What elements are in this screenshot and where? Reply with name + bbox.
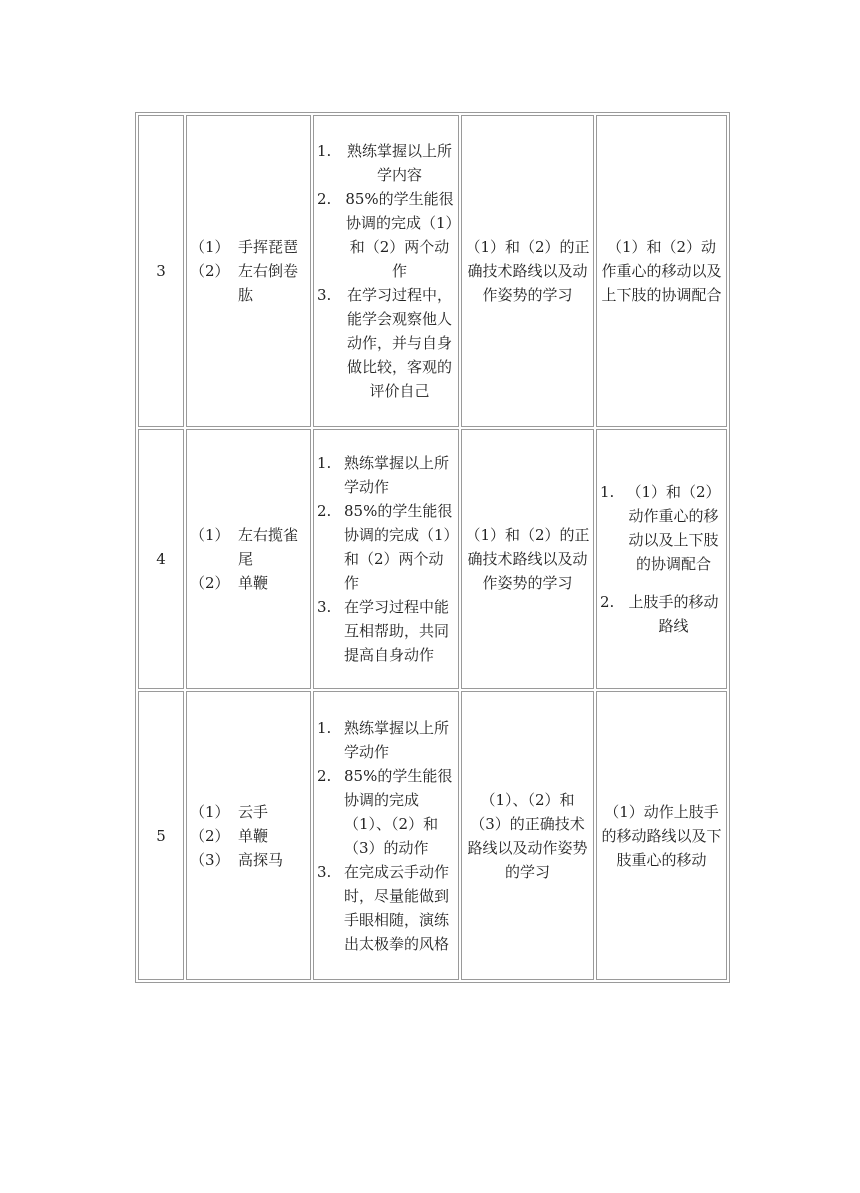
difficulty-number: 1. [600,483,615,501]
difficulty-text: （1）和（2）动作重心的移动以及上下肢的协调配合 [626,483,721,573]
goal-item [317,764,455,860]
move-names [186,115,311,427]
table-row [138,115,727,427]
goal-item [317,499,455,595]
goal-text: 熟练掌握以上所学内容 [346,142,452,184]
difficulty-text: （1）动作上肢手的移动路线以及下肢重心的移动 [601,802,722,869]
goal-item [317,716,455,764]
goal-text: 85%的学生能很协调的完成（1）、（2）和（3）的动作 [344,766,453,857]
goal-number: 1. [317,142,332,160]
goal-number: 3. [317,286,332,304]
key-point: （1）和（2）的正确技术路线以及动作姿势的学习 [461,115,594,427]
move-names [186,691,311,980]
goal-number: 2. [317,766,332,785]
goal-number: 3. [317,862,332,881]
lesson-number: 4 [138,429,184,689]
move-name: 手挥琵琶 [238,238,299,256]
goal-text: 熟练掌握以上所学动作 [344,718,450,761]
goal-number: 2. [317,190,332,208]
move-item [190,523,307,571]
move-name: 左右倒卷肱 [238,262,299,304]
lesson-number: 5 [138,691,184,980]
lesson-plan-table [135,112,730,983]
move-mark: （1） [190,802,230,821]
teaching-goals [313,429,459,689]
move-item [190,800,307,824]
table-row [138,429,727,689]
difficulty [596,115,727,427]
goal-text: 熟练掌握以上所学动作 [344,454,450,496]
goal-number: 3. [317,598,332,616]
move-item [190,824,307,848]
teaching-goals [313,691,459,980]
goal-item [317,139,455,187]
table-row [138,691,727,980]
goal-number: 1. [317,718,332,737]
difficulty [596,691,727,980]
goal-text: 85%的学生能很协调的完成（1）和（2）两个动作 [344,502,453,592]
difficulty-item [600,590,723,638]
goal-item [317,283,455,403]
move-mark: （1） [190,238,230,256]
difficulty-text: 上肢手的移动路线 [628,593,719,635]
move-item [190,571,307,595]
move-mark: （2） [190,574,230,592]
difficulty-item [600,480,723,576]
move-name: 单鞭 [238,826,269,845]
move-name: 左右揽雀尾 [238,526,299,568]
move-names [186,429,311,689]
goal-item [317,451,455,499]
goal-number: 2. [317,502,332,520]
move-item [190,259,307,307]
lesson-number: 3 [138,115,184,427]
move-mark: （3） [190,850,230,869]
goal-text: 85%的学生能很协调的完成（1）和（2）两个动作 [345,190,454,280]
goal-text: 在学习过程中，能学会观察他人动作，并与自身做比较，客观的评价自己 [346,286,452,400]
move-item [190,848,307,872]
move-item [190,235,307,259]
move-name: 高探马 [238,850,284,869]
difficulty-text: （1）和（2）动作重心的移动以及上下肢的协调配合 [601,238,722,304]
goal-text: 在完成云手动作时，尽量能做到手眼相随，演练出太极拳的风格 [344,862,450,953]
move-name: 云手 [238,802,269,821]
move-mark: （1） [190,526,230,544]
teaching-goals [313,115,459,427]
goal-item [317,595,455,667]
goal-item [317,860,455,956]
move-mark: （2） [190,826,230,845]
goal-item [317,187,455,283]
move-name: 单鞭 [238,574,269,592]
difficulty-number: 2. [600,593,615,611]
key-point: （1）、（2）和（3）的正确技术路线以及动作姿势的学习 [461,691,594,980]
move-mark: （2） [190,262,230,280]
key-point: （1）和（2）的正确技术路线以及动作姿势的学习 [461,429,594,689]
difficulty [596,429,727,689]
goal-number: 1. [317,454,332,472]
goal-text: 在学习过程中能互相帮助，共同提高自身动作 [344,598,450,664]
